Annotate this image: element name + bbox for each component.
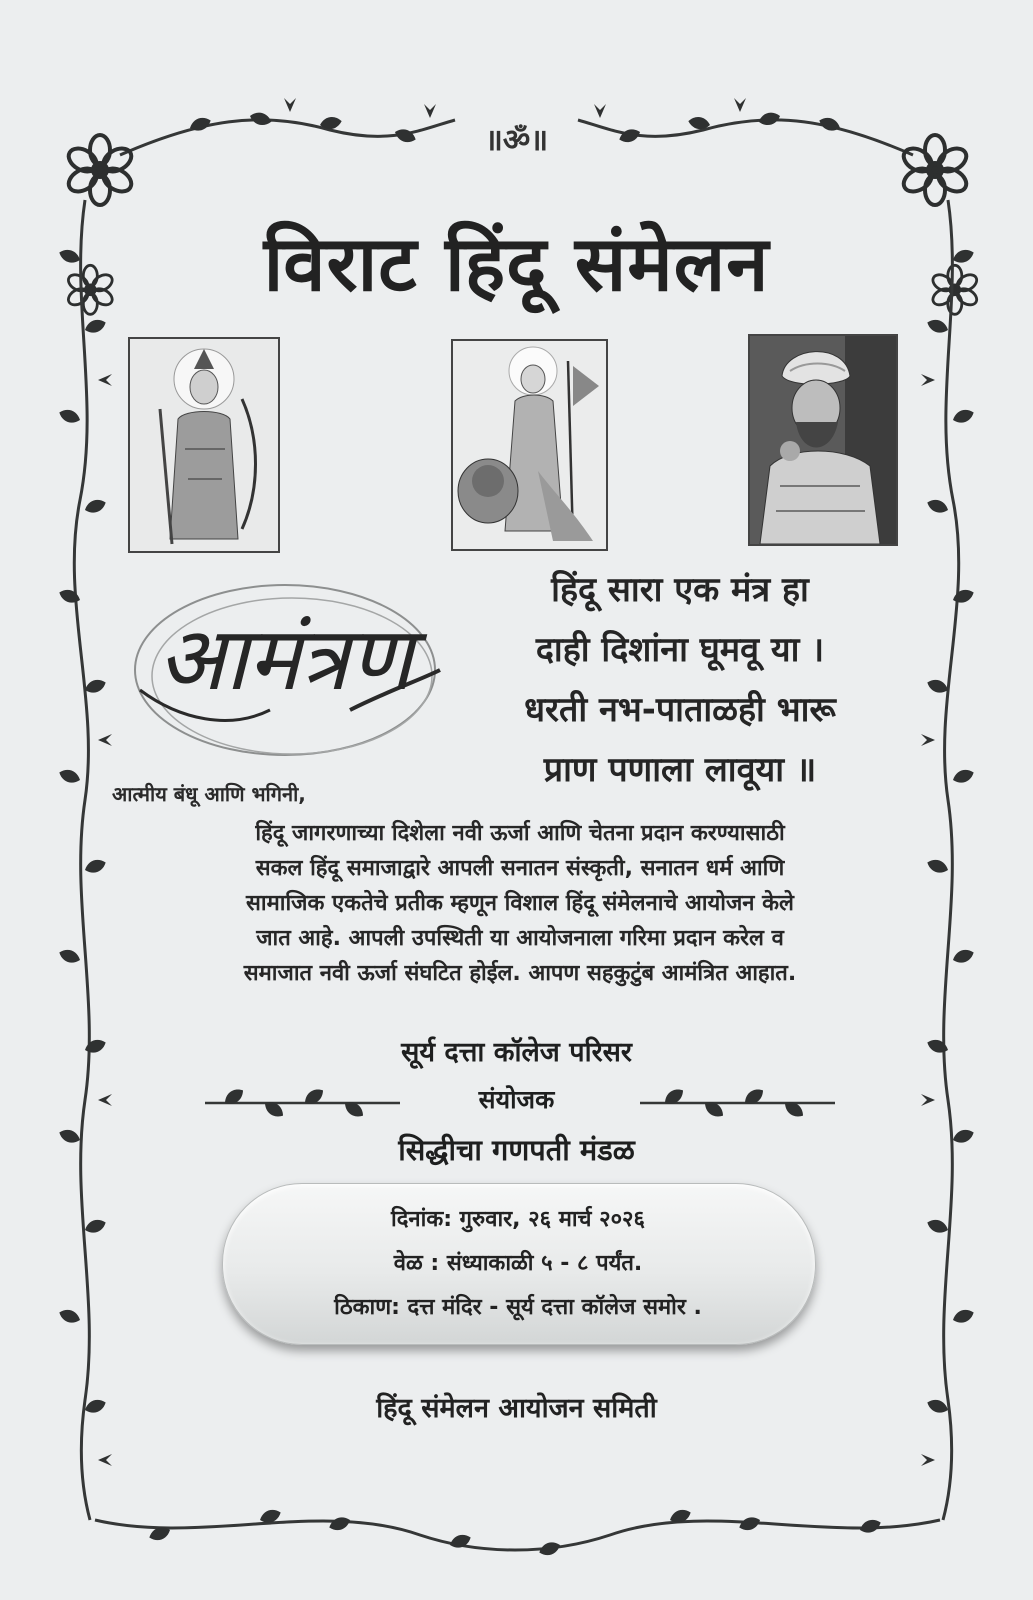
verse-line: दाही दिशांना घूमवू या ।	[535, 630, 825, 670]
event-place: ठिकाण: दत्त मंदिर - सूर्य दत्ता कॉलेज समोर .	[334, 1295, 702, 1320]
paragraph-line: हिंदू जागरणाच्या दिशेला नवी ऊर्जा आणि चेतना प्रदान करण्यासाठी	[255, 821, 785, 846]
event-details	[222, 1198, 814, 1330]
organizer-name: सिद्धीचा गणपती मंडळ	[398, 1133, 635, 1167]
organizer-label: संयोजक	[478, 1085, 555, 1114]
ram-portrait	[128, 337, 280, 553]
verse-line: प्राण पणाला लावूया ॥	[543, 750, 817, 790]
shivaji-portrait	[748, 334, 898, 546]
verse-line: धरती नभ-पाताळही भारू	[524, 690, 836, 730]
om-symbol: ॥ॐ॥	[484, 123, 549, 158]
paragraph-line: सकल हिंदू समाजाद्वारे आपली सनातन संस्कृती, सनातन धर्म आणि	[255, 856, 785, 881]
paragraph-line: समाजात नवी ऊर्जा संघटित होईल. आपण सहकुटुंब आमंत्रित आहात.	[243, 961, 797, 986]
paragraph-line: जात आहे. आपली उपस्थिती या आयोजनाला गरिमा प्रदान करेल व	[256, 926, 784, 951]
bharat-mata-portrait	[451, 339, 608, 551]
verse-block	[440, 560, 920, 800]
page-title: विराट हिंदू संमेलन	[263, 219, 770, 308]
venue: सूर्य दत्ता कॉलेज परिसर	[401, 1037, 632, 1068]
amantran-heading: आमंत्रण	[157, 607, 413, 710]
event-date: दिनांक: गुरुवार, २६ मार्च २०२६	[391, 1207, 645, 1232]
invitation-paragraph	[120, 816, 920, 991]
paragraph-line: सामाजिक एकतेचे प्रतीक म्हणून विशाल हिंदू संमेलनाचे आयोजन केले	[246, 891, 794, 916]
organizing-committee: हिंदू संमेलन आयोजन समिती	[376, 1393, 657, 1424]
event-time: वेळ : संध्याकाळी ५ - ८ पर्यंत.	[393, 1251, 643, 1276]
salutation: आत्मीय बंधू आणि भगिनी,	[112, 782, 306, 806]
verse-line: हिंदू सारा एक मंत्र हा	[551, 570, 809, 610]
